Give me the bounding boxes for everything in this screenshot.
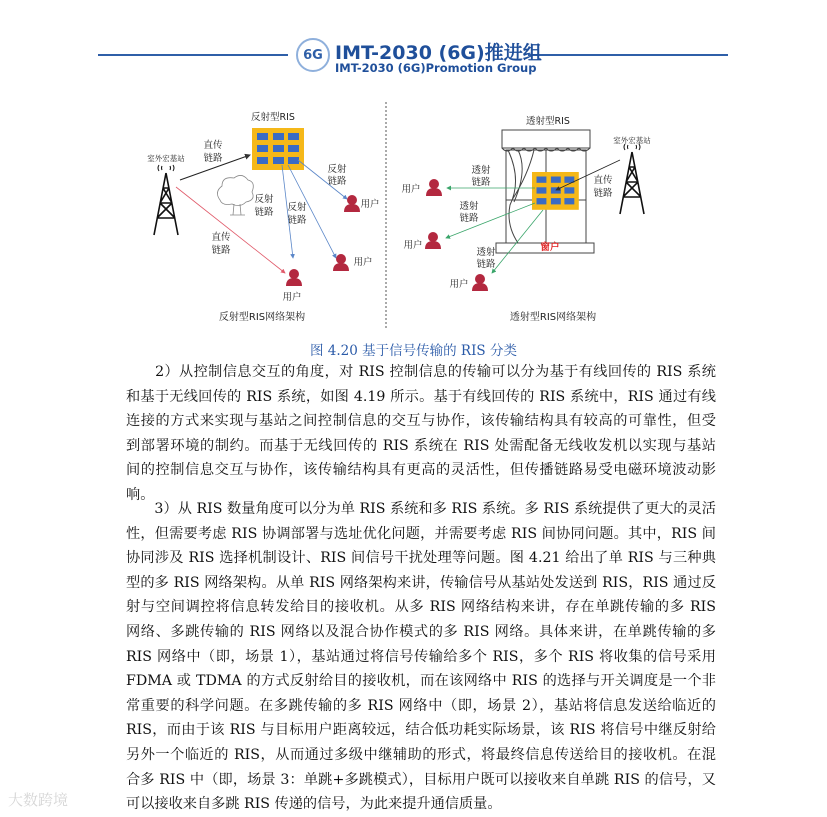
transmissive-ris-panel-icon: [532, 172, 579, 210]
reflective-ris-panel: [147, 111, 379, 323]
base-station-tower-icon: [620, 144, 644, 214]
reflect-link-label: 反射: [287, 202, 307, 213]
paragraph-line: 型的多 RIS 网络架构。从单 RIS 网络架构来讲，传输信号从基站处发送到 RIS，RIS 通过反: [126, 574, 716, 591]
direct-link-label: 链路: [211, 245, 231, 256]
paragraph-line: 网络、多跳传输的 RIS 网络以及混合协作模式的多 RIS 网络。具体来讲，在单跳传输的多: [126, 623, 716, 640]
user-label: 用户: [449, 279, 469, 290]
transmit-link-label: 链路: [476, 259, 496, 270]
figure-caption: 图 4.20 基于信号传输的 RIS 分类: [310, 343, 517, 359]
transmit-link-arrow: [492, 210, 543, 273]
direct-link-label: 直传: [203, 140, 223, 151]
paragraph-line: 3）从 RIS 数量角度可以分为单 RIS 系统和多 RIS 系统。多 RIS 系统提供了更大的灵活: [126, 501, 716, 517]
paragraph-line: 合多 RIS 中（即，场景 3：单跳+多跳模式），目标用户既可以接收来自单跳 RIS 的信号，又: [126, 771, 716, 788]
paragraph-line: RIS 网络中（即，场景 1），基站通过将信号传输给多个 RIS，多个 RIS 将收集的信号采用: [126, 648, 716, 665]
direct-link-label: 链路: [593, 188, 613, 199]
paragraph-line: 另外一个临近的 RIS，从而通过多级中继辅助的形式，将最终信息传送给目的接收机。在混: [126, 746, 716, 763]
user-icon: [425, 232, 441, 249]
transmissive-caption: 透射型RIS网络架构: [509, 312, 597, 323]
user-label: 用户: [360, 199, 380, 210]
bs-label: 室外宏基站: [147, 154, 185, 163]
direct-link-label: 直传: [593, 175, 613, 186]
user-label: 用户: [353, 257, 373, 268]
paragraph-single-multi-ris: [126, 497, 716, 817]
reflect-link-label: 反射: [327, 164, 347, 175]
paragraph-line: 可以接收来自多跳 RIS 传递的信号，为此来提升通信质量。: [126, 796, 502, 813]
user-label: 用户: [282, 292, 302, 303]
reflect-link-label: 链路: [254, 207, 274, 218]
header-title-en: IMT-2030 (6G)Promotion Group: [335, 61, 537, 75]
window-label: 窗户: [540, 242, 560, 253]
reflective-caption: 反射型RIS网络架构: [218, 312, 306, 323]
paragraph-wireline-wireless: [126, 360, 716, 508]
paragraph-line: 性，但需要考虑 RIS 协调部署与选址优化问题，并需要考虑 RIS 间协同问题。其中，RIS 间: [126, 525, 716, 542]
transmit-link-label: 透射: [476, 247, 496, 258]
paragraph-line: RIS，而由于该 RIS 与目标用户距离较远，结合低功耗实际场景，该 RIS 将信号中继反射给: [126, 722, 716, 739]
user-label: 用户: [403, 240, 423, 251]
user-icon: [472, 274, 488, 291]
paragraph-line: FDMA 或 TDMA 的方式反射给目的接收机，而在该网络中 RIS 的选择与开关调度是一个非: [126, 673, 716, 690]
ris-classification-figure: [0, 0, 827, 340]
user-icon: [426, 179, 442, 196]
transmit-link-label: 链路: [459, 213, 479, 224]
transmissive-ris-label: 透射型RIS: [526, 116, 570, 127]
reflect-link-label: 链路: [327, 176, 347, 187]
reflective-ris-panel-icon: [252, 128, 304, 170]
paragraph-line: 和基于无线回传的 RIS 系统，如图 4.19 所示。基于有线回传的 RIS 系统中，RIS 通过有线: [126, 388, 716, 405]
reflect-link-label: 链路: [287, 215, 307, 226]
paragraph-line: 常重要的科学问题。在多跳传输的多 RIS 网络中（即，场景 2），基站将信息发送给临近的: [126, 697, 716, 714]
bs-label: 室外宏基站: [613, 136, 651, 145]
user-icon: [344, 195, 360, 212]
user-label: 用户: [401, 184, 421, 195]
transmit-link-label: 透射: [471, 165, 491, 176]
direct-link-label: 直传: [211, 232, 231, 243]
direct-link-label: 链路: [203, 153, 223, 164]
watermark: 大数跨境: [8, 791, 69, 809]
paragraph-line: 间的控制信息交互与协作，该传输结构具有更高的灵活性，但传播链路易受电磁环境波动影: [126, 462, 716, 479]
paragraph-line: 到部署环境的制约。而基于无线回传的 RIS 系统在 RIS 处需配备无线收发机以实现与基站: [126, 437, 716, 454]
reflect-link-label: 反射: [254, 194, 274, 205]
transmissive-ris-panel: [401, 115, 651, 323]
base-station-tower-icon: [154, 165, 178, 235]
user-icon: [286, 269, 302, 286]
paragraph-line: 射与空间调控将信息转发给目的接收机。从多 RIS 网络结构来讲，存在单跳传输的多 RIS: [126, 599, 716, 616]
paragraph-line: 2）从控制信息交互的角度，对 RIS 控制信息的传输可以分为基于有线回传的 RIS 系统: [126, 364, 716, 380]
logo-text: 6G: [303, 47, 323, 63]
paragraph-line: 连接的方式来实现与基站之间控制信息的交互与协作，该传输结构具有较高的可靠性，但受: [126, 413, 716, 430]
transmit-link-label: 链路: [471, 177, 491, 188]
tree-icon: [217, 175, 253, 215]
paragraph-line: 协同涉及 RIS 选择机制设计、RIS 间信号干扰处理等问题。图 4.21 给出了单 RIS 与三种典: [126, 550, 716, 567]
transmit-link-label: 透射: [459, 201, 479, 212]
reflective-ris-label: 反射型RIS: [251, 112, 295, 123]
paragraph-line: 响。: [126, 486, 155, 503]
header-title-cn: IMT-2030 (6G)推进组: [335, 42, 542, 64]
